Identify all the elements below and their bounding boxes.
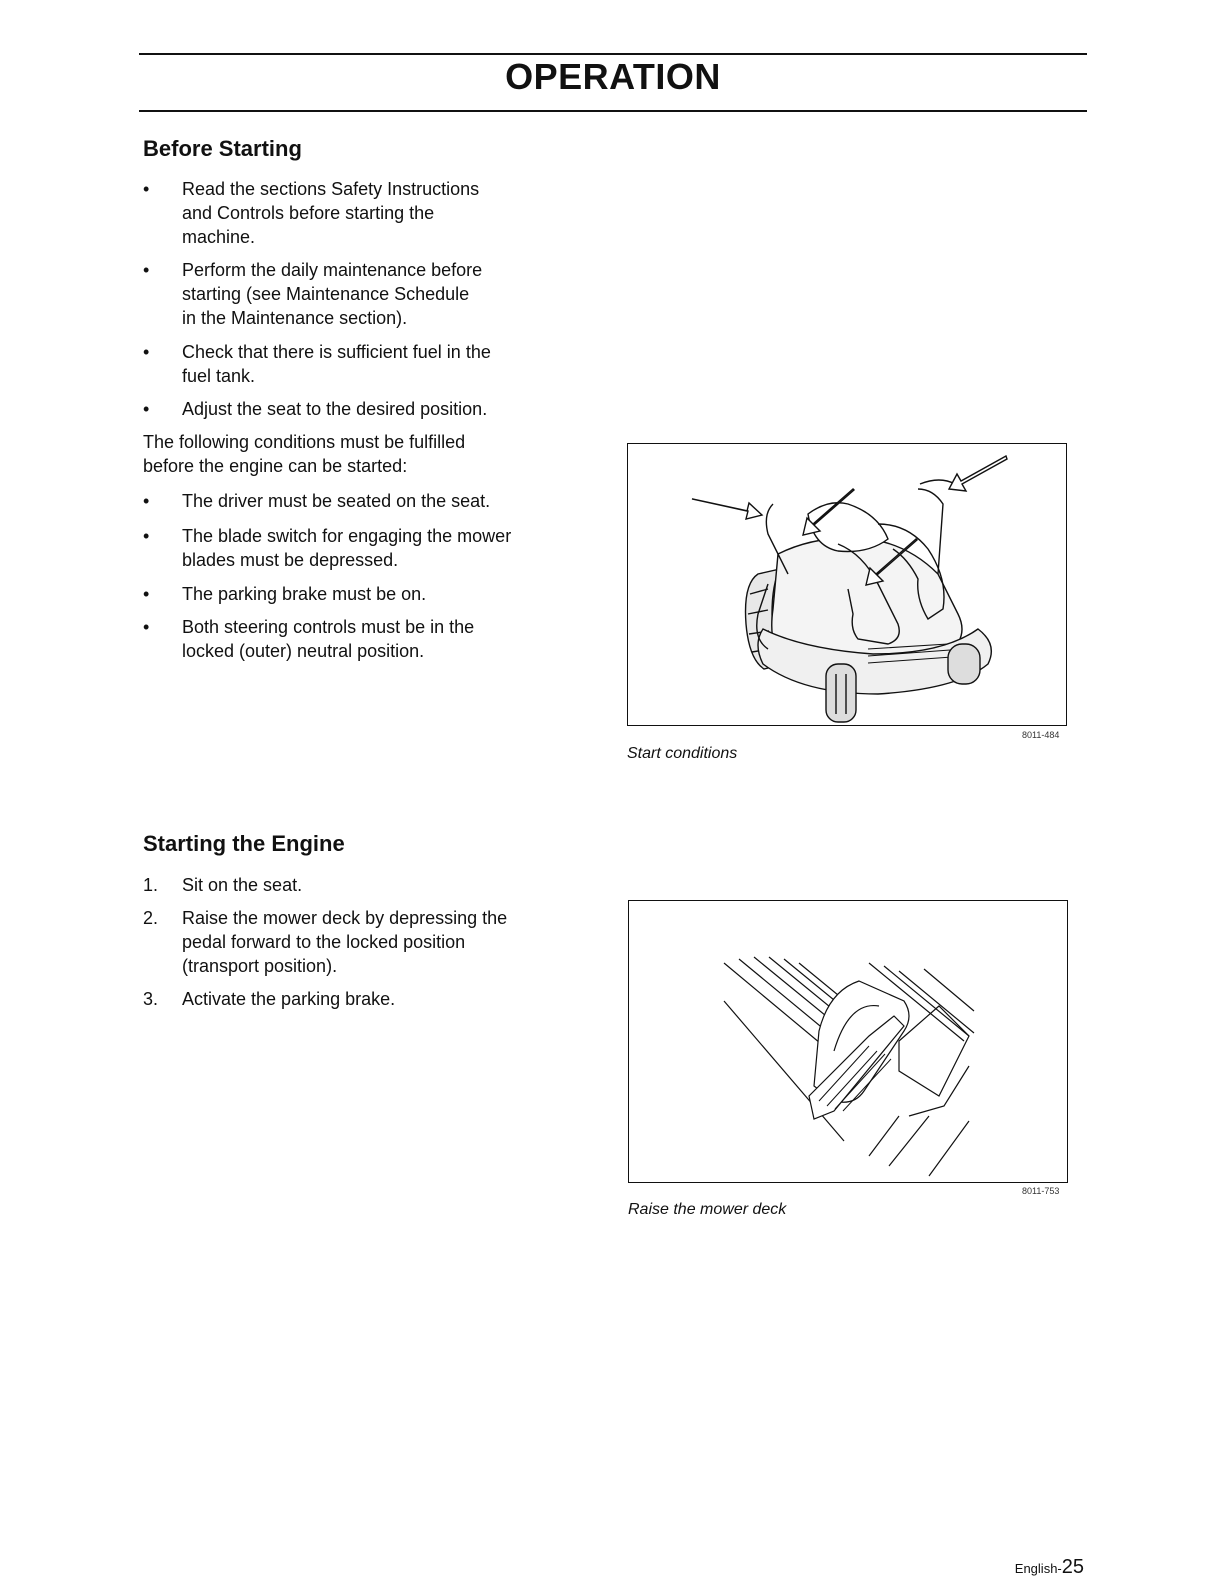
- list-item-line: Raise the mower deck by depressing the: [182, 908, 508, 928]
- section-heading-starting-engine: Starting the Engine: [143, 831, 345, 856]
- list-item-line: blades must be depressed.: [182, 550, 399, 570]
- list-item: [143, 258, 553, 330]
- list-item-line: Both steering controls must be in the: [182, 617, 475, 637]
- list-item-line: The parking brake must be on.: [182, 584, 427, 604]
- list-item-line: (transport position).: [182, 956, 338, 976]
- list-item-line: Read the sections Safety Instructions: [182, 179, 480, 199]
- list-item: [143, 873, 553, 897]
- list-item-line: fuel tank.: [182, 366, 256, 386]
- paragraph-line: before the engine can be started:: [143, 456, 408, 476]
- list-item-line: pedal forward to the locked position: [182, 932, 466, 952]
- footer-language: English-: [1014, 1561, 1062, 1576]
- page-number: 25: [1061, 1556, 1084, 1578]
- list-item: [143, 615, 553, 663]
- list-item-line: machine.: [182, 227, 256, 247]
- list-item-line: Sit on the seat.: [182, 875, 303, 895]
- bullet-marker: •: [143, 342, 150, 362]
- bullet-marker: •: [143, 399, 150, 419]
- bullet-marker: •: [143, 491, 150, 511]
- list-item: [143, 340, 553, 388]
- page-footer: [1015, 1556, 1084, 1579]
- step-number: 2.: [143, 908, 159, 928]
- figure-code: 8011-753: [1022, 1186, 1060, 1196]
- figure-raise-mower-deck: [628, 900, 1068, 1183]
- list-item: [143, 489, 553, 513]
- bullet-marker: •: [143, 584, 150, 604]
- list-item-line: starting (see Maintenance Schedule: [182, 284, 470, 304]
- conditions-intro: [143, 430, 553, 478]
- header-top-rule: [139, 53, 1087, 55]
- step-number: 1.: [143, 875, 159, 895]
- figure-caption: Raise the mower deck: [628, 1201, 787, 1218]
- list-item-line: locked (outer) neutral position.: [182, 641, 425, 661]
- list-item: [143, 987, 553, 1011]
- list-item-line: Activate the parking brake.: [182, 989, 396, 1009]
- bullet-marker: •: [143, 260, 150, 280]
- step-number: 3.: [143, 989, 159, 1009]
- figure-caption: Start conditions: [627, 745, 738, 762]
- list-item-line: Check that there is sufficient fuel in the: [182, 342, 491, 362]
- list-item-line: Adjust the seat to the desired position.: [182, 399, 488, 419]
- mower-illustration: [628, 444, 1066, 725]
- figure-code: 8011-484: [1022, 730, 1060, 740]
- list-item-line: in the Maintenance section).: [182, 308, 408, 328]
- list-item-line: The blade switch for engaging the mower: [182, 526, 512, 546]
- list-item: [143, 177, 553, 249]
- pedal-illustration: [629, 901, 1067, 1182]
- page-title: OPERATION: [505, 56, 721, 97]
- list-item: [143, 906, 553, 978]
- list-item: [143, 397, 553, 421]
- header-bottom-rule: [139, 110, 1087, 112]
- bullet-marker: •: [143, 179, 150, 199]
- list-item: [143, 524, 553, 572]
- list-item-line: and Controls before starting the: [182, 203, 435, 223]
- section-heading-before-starting: Before Starting: [143, 136, 302, 161]
- paragraph-line: The following conditions must be fulfilled: [143, 432, 466, 452]
- bullet-marker: •: [143, 526, 150, 546]
- figure-start-conditions: [627, 443, 1067, 726]
- list-item-line: The driver must be seated on the seat.: [182, 491, 491, 511]
- bullet-marker: •: [143, 617, 150, 637]
- list-item-line: Perform the daily maintenance before: [182, 260, 483, 280]
- list-item: [143, 582, 553, 606]
